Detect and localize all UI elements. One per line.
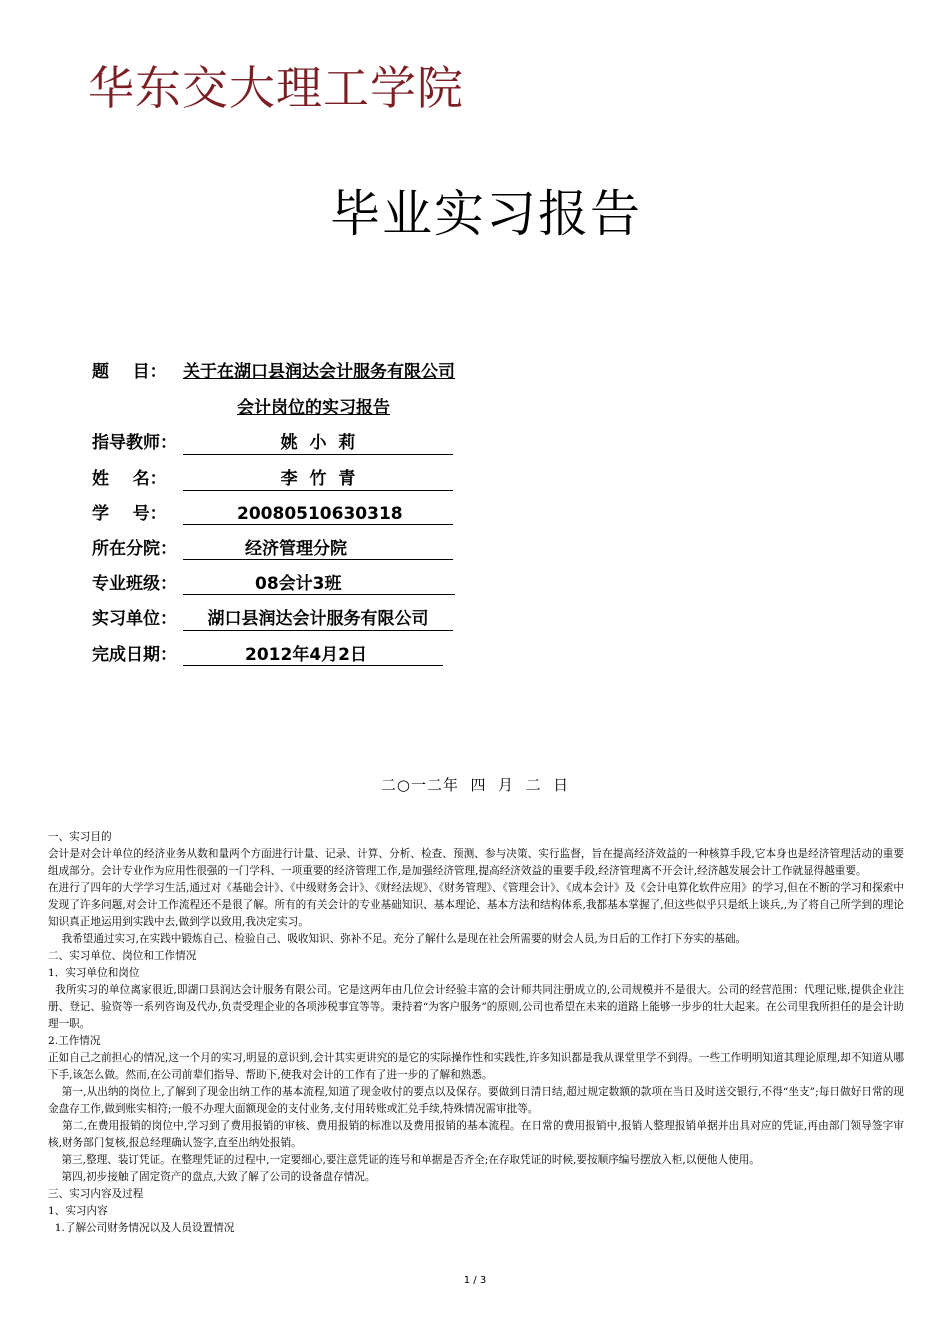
advisor-value: 姚 小 莉 [183, 432, 453, 455]
paragraph: 第二,在费用报销的岗位中,学习到了费用报销的审核、费用报销的标准以及费用报销的基本流程。在日常的费用报销中,报销人整理报销单据并出具对应的凭证,再由部门领导签字审核,财务部门复核,报总经理确认签字,直至出纳处报销。 [48, 1120, 904, 1149]
subheading: 1．实习单位和岗位 [48, 967, 140, 979]
topic-line-1: 关于在湖口县润达会计服务有限公司 [183, 362, 455, 382]
dept-value: 经济管理分院 [183, 538, 453, 560]
date-label: 完成日期： [92, 645, 177, 665]
paragraph: 在进行了四年的大学学习生活,通过对《基础会计》、《中级财务会计》、《财经法规》、《财务管理》、《管理会计》、《成本会计》及《会计电算化软件应用》的学习,但在不断的学习和探索中发现了许多问题,对会计工作流程还不是很了解。所有的有关会计的专业基础知识、基本理论、基本方法和结构体系,我都基本掌握了,但这些似乎只是纸上谈兵,,为了将自己所学到的理论知识真正地运用到实践中去,做到学以致用,我决定实习。 [48, 882, 904, 928]
section-heading-2: 二、实习单位、岗位和工作情况 [48, 950, 197, 962]
student-id-label: 学 号： [92, 504, 167, 524]
report-body [48, 829, 904, 1237]
topic-line-2: 会计岗位的实习报告 [237, 398, 390, 418]
dept-label: 所在分院： [92, 539, 177, 559]
list-item: 1.了解公司财务情况以及人员设置情况 [48, 1222, 235, 1234]
paragraph: 我希望通过实习,在实践中锻炼自己、检验自己、吸收知识、弥补不足。充分了解什么是现在社会所需要的财会人员,为日后的工作打下夯实的基础。 [48, 933, 747, 945]
cover-date-chinese: 二○一二年 四 月 二 日 [380, 776, 570, 794]
subheading: 2.工作情况 [48, 1035, 101, 1047]
section-heading-3: 三、实习内容及过程 [48, 1188, 144, 1200]
name-label: 姓 名： [92, 469, 167, 489]
name-value: 李 竹 青 [183, 468, 453, 491]
advisor-label: 指导教师： [92, 433, 177, 453]
paragraph: 会计是对会计单位的经济业务从数和量两个方面进行计量、记录、计算、分析、检查、预测、参与决策、实行监督，旨在提高经济效益的一种核算手段,它本身也是经济管理活动的重要组成部分。会计专业作为应用性很强的一门学科、一项重要的经济管理工作,是加强经济管理,提高经济效益的重要手段,经济管理离不开会计,经济越发展会计工作就显得越重要。 [48, 848, 904, 877]
paragraph: 第一,从出纳的岗位上,了解到了现金出纳工作的基本流程,知道了现金收付的要点以及保存。要做到日清日结,超过规定数额的款项在当日及时送交银行,不得“坐支”;每日做好日常的现金盘存工作,做到账实相符;一般不办理大面额现金的支付业务,支付用转账或汇兑手续,特殊情况需审批等。 [48, 1086, 904, 1115]
section-heading-1: 一、实习目的 [48, 831, 112, 843]
class-label: 专业班级： [92, 574, 177, 594]
unit-value: 湖口县润达会计服务有限公司 [183, 608, 453, 631]
paragraph: 第四,初步接触了固定资产的盘点,大致了解了公司的设备盘存情况。 [48, 1171, 376, 1183]
paragraph: 正如自己之前担心的情况,这一个月的实习,明显的意识到,会计其实更讲究的是它的实际操作性和实践性,许多知识都是我从课堂里学不到得。一些工作明明知道其理论原理,却不知道从哪下手,该怎么做。然而,在公司前辈们指导、帮助下,使我对会计的工作有了进一步的了解和熟悉。 [48, 1052, 904, 1081]
report-title: 毕业实习报告 [330, 185, 642, 243]
class-value: 08会计3班 [183, 573, 455, 595]
paragraph: 我所实习的单位离家很近,即湖口县润达会计服务有限公司。它是这两年由几位会计经验丰富的会计师共同注册成立的,公司规模并不是很大。公司的经营范围：代理记账,提供企业注册、登记、验资等一系列咨询及代办,负责受理企业的各项涉税事宜等等。秉持着“为客户服务”的原则,公司也希望在未来的道路上能够一步步的壮大起来。在公司里我所担任的是会计助理一职。 [48, 984, 904, 1030]
unit-label: 实习单位： [92, 609, 177, 629]
subheading: 1、实习内容 [48, 1205, 108, 1217]
page-number: 1 / 3 [463, 1275, 487, 1286]
paragraph: 第三,整理、装订凭证。在整理凭证的过程中,一定要细心,要注意凭证的连号和单据是否齐全;在存取凭证的时候,要按顺序编号摆放入柜,以便他人使用。 [48, 1154, 760, 1166]
school-name: 华东交大理工学院 [88, 61, 464, 115]
topic-label: 题 目： [92, 362, 167, 382]
student-id-value: 20080510630318 [183, 503, 453, 525]
date-value: 2012年4月2日 [183, 644, 443, 666]
